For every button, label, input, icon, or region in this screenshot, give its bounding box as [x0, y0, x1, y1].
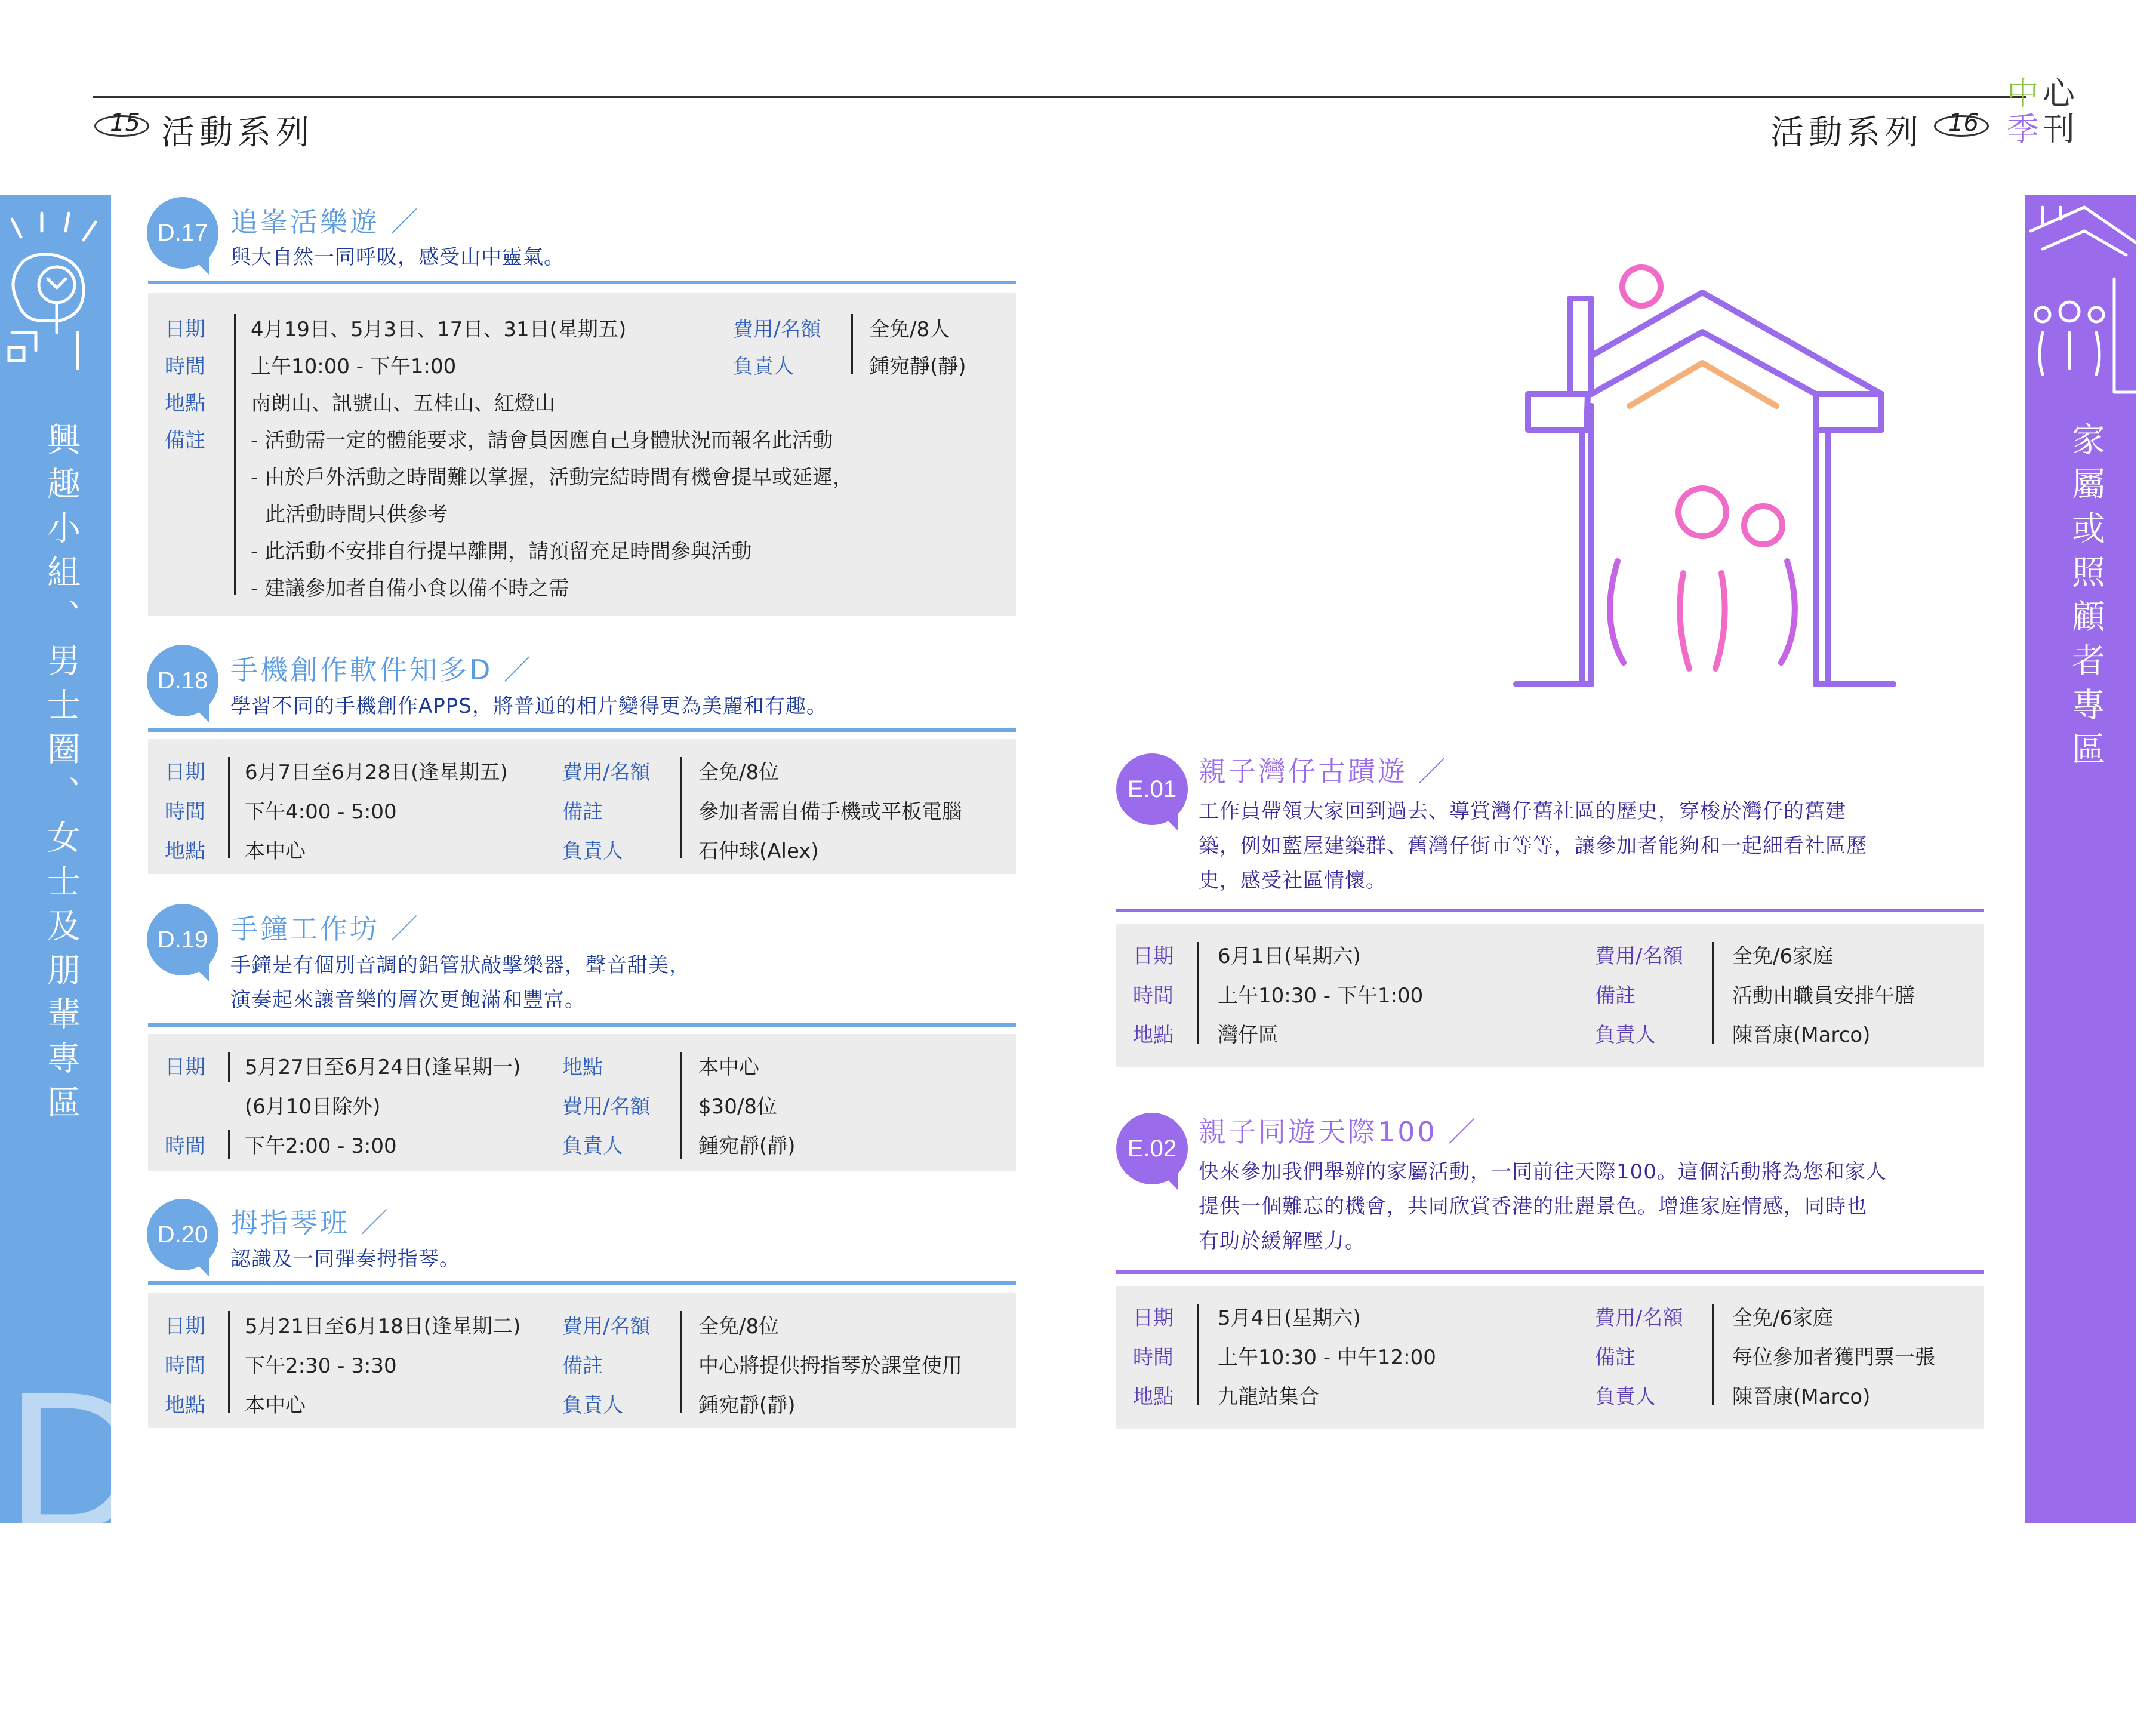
header-rule [93, 96, 2026, 98]
label-remark: 備註 [562, 800, 603, 824]
magazine-logo: 中 心 季 刊 [2007, 75, 2075, 148]
right-page-title: 活動系列 [1770, 113, 1923, 152]
value-fee: 全免/8位 [698, 761, 780, 784]
value-date: 5月4日(星期六) [1218, 1306, 1361, 1330]
label-date: 日期 [165, 318, 205, 341]
divider [228, 1052, 230, 1082]
info-panel-d20 [148, 1293, 1016, 1428]
section-desc-e02-line3: 有助於緩解壓力。 [1199, 1229, 1366, 1253]
value-remark: 中心將提供拇指琴於課堂使用 [698, 1354, 962, 1378]
divider [1712, 1304, 1714, 1405]
house-family-icon [2025, 195, 2136, 386]
sidebar-left-label: 興趣小組、男士圈、女士及朋輩專區 [42, 422, 81, 1129]
value-remark: 活動由職員安排午膳 [1732, 984, 1915, 1008]
label-fee: 費用/名額 [562, 1095, 651, 1119]
divider [228, 1130, 230, 1159]
value-person: 陳晉康(Marco) [1732, 1023, 1871, 1047]
remark-line: - 由於戶外活動之時間難以掌握，活動完結時間有機會提早或延遲， [251, 466, 854, 490]
section-desc-d19-line2: 演奏起來讓音樂的層次更飽滿和豐富。 [230, 988, 586, 1012]
label-remark: 備註 [562, 1354, 603, 1378]
label-person: 負責人 [1595, 1023, 1656, 1047]
divider [680, 757, 682, 858]
section-desc-e02-line2: 提供一個難忘的機會，共同欣賞香港的壯麗景色。增進家庭情感，同時也 [1199, 1195, 1867, 1218]
section-rule-d17 [148, 281, 1016, 284]
divider [228, 757, 230, 858]
remark-line: - 建議參加者自備小食以備不時之需 [251, 577, 569, 601]
section-desc-d18: 學習不同的手機創作APPS，將普通的相片變得更為美麗和有趣。 [230, 694, 827, 718]
divider [1197, 1304, 1199, 1405]
section-badge-d18: D.18 [147, 645, 218, 716]
section-title-d18: 手機創作軟件知多D ／ [230, 654, 534, 686]
section-desc-d20: 認識及一同彈奏拇指琴。 [230, 1247, 460, 1271]
divider [1712, 942, 1714, 1044]
label-person: 負責人 [562, 839, 623, 863]
section-desc-e01-line1: 工作員帶領大家回到過去、導賞灣仔舊社區的歷史，穿梭於灣仔的舊建 [1199, 799, 1846, 823]
label-time: 時間 [165, 1134, 205, 1158]
section-rule-e02 [1116, 1270, 1984, 1274]
right-page-number: 16 [1934, 110, 1994, 140]
section-badge-d17: D.17 [147, 197, 218, 269]
section-desc-d19-line1: 手鐘是有個別音調的鋁管狀敲擊樂器，聲音甜美， [230, 953, 690, 977]
divider [234, 314, 236, 595]
section-title-d20: 拇指琴班 ／ [230, 1207, 390, 1239]
value-place: 本中心 [698, 1055, 759, 1079]
left-page-number: 15 [94, 110, 154, 140]
label-place: 地點 [165, 1393, 205, 1417]
value-date: 6月7日至6月28日(逢星期五) [245, 761, 508, 784]
info-panel-e01 [1116, 924, 1984, 1067]
label-date: 日期 [1133, 1306, 1174, 1330]
section-title-d19: 手鐘工作坊 ／ [230, 913, 420, 945]
sidebar-left-letter: D [6, 1350, 149, 1571]
remark-line: 此活動時間只供參考 [265, 503, 448, 527]
value-person: 鍾宛靜(靜) [698, 1393, 796, 1417]
section-title-e01: 親子灣仔古蹟遊 ／ [1199, 755, 1448, 787]
section-rule-d18 [148, 728, 1016, 732]
value-fee: 全免/6家庭 [1732, 944, 1834, 968]
value-person: 陳晉康(Marco) [1732, 1385, 1871, 1409]
label-place: 地點 [562, 1055, 603, 1079]
section-desc-e02-line1: 快來參加我們舉辦的家屬活動，一同前往天際100。這個活動將為您和家人 [1199, 1160, 1887, 1184]
value-date: 4月19日、5月3日、17日、31日(星期五) [251, 318, 627, 341]
label-time: 時間 [1133, 1346, 1174, 1370]
info-panel-d18 [148, 739, 1016, 874]
label-place: 地點 [165, 392, 205, 416]
section-badge-e02: E.02 [1116, 1113, 1188, 1184]
label-time: 時間 [1133, 984, 1174, 1008]
sidebar-left [0, 195, 149, 1571]
value-date-note: (6月10日除外) [245, 1095, 381, 1119]
section-badge-d20: D.20 [147, 1199, 218, 1270]
value-place: 南朗山、訊號山、五桂山、紅燈山 [251, 392, 555, 416]
info-panel-d17 [148, 293, 1016, 616]
section-rule-d19 [148, 1023, 1016, 1027]
left-page-title: 活動系列 [161, 113, 314, 152]
label-fee: 費用/名額 [733, 318, 821, 341]
label-place: 地點 [1133, 1385, 1174, 1409]
value-place: 灣仔區 [1218, 1023, 1279, 1047]
value-date: 5月21日至6月18日(逢星期二) [245, 1315, 521, 1338]
remark-line: - 此活動不安排自行提早離開，請預留充足時間參與活動 [251, 540, 752, 564]
info-panel-e02 [1116, 1286, 1984, 1429]
label-fee: 費用/名額 [562, 1315, 651, 1338]
label-person: 負責人 [1595, 1385, 1656, 1409]
label-fee: 費用/名額 [1595, 944, 1683, 968]
value-remark: 參加者需自備手機或平板電腦 [698, 800, 962, 824]
brain-bulb-icon [0, 195, 111, 386]
section-title-e02: 親子同遊天際100 ／ [1199, 1116, 1478, 1148]
label-fee: 費用/名額 [1595, 1306, 1683, 1330]
value-place: 本中心 [245, 839, 306, 863]
house-family-illustration [1510, 287, 1904, 693]
label-date: 日期 [165, 761, 205, 784]
sidebar-right-label: 家屬或照顧者專區 [2066, 422, 2105, 776]
divider [680, 1311, 682, 1413]
label-remark: 備註 [1595, 984, 1636, 1008]
value-time: 下午4:00 - 5:00 [245, 800, 397, 824]
label-time: 時間 [165, 355, 205, 378]
value-time: 上午10:30 - 下午1:00 [1218, 984, 1424, 1008]
label-person: 負責人 [562, 1134, 623, 1158]
value-date: 6月1日(星期六) [1218, 944, 1361, 968]
label-place: 地點 [1133, 1023, 1174, 1047]
value-date: 5月27日至6月24日(逢星期一) [245, 1055, 521, 1079]
label-date: 日期 [165, 1315, 205, 1338]
label-remark: 備註 [165, 429, 205, 453]
divider [680, 1052, 682, 1159]
value-person: 石仲球(Alex) [698, 839, 819, 863]
value-time: 下午2:30 - 3:30 [245, 1354, 397, 1378]
value-remark: 每位參加者獲門票一張 [1732, 1346, 1935, 1370]
label-remark: 備註 [1595, 1346, 1636, 1370]
label-person: 負責人 [733, 355, 794, 378]
value-person: 鍾宛靜(靜) [698, 1134, 796, 1158]
label-date: 日期 [165, 1055, 205, 1079]
value-place: 本中心 [245, 1393, 306, 1417]
remark-line: - 活動需一定的體能要求，請會員因應自己身體狀況而報名此活動 [251, 429, 833, 453]
info-panel-d19 [148, 1034, 1016, 1171]
value-fee: 全免/8位 [698, 1315, 780, 1338]
sidebar-right-letter: E [2025, 1491, 2156, 1711]
section-desc-e01-line3: 史，感受社區情懷。 [1199, 869, 1387, 893]
value-time: 上午10:30 - 中午12:00 [1218, 1346, 1436, 1370]
value-place: 九龍站集合 [1218, 1385, 1319, 1409]
section-rule-d20 [148, 1281, 1016, 1285]
section-title-d17: 追峯活樂遊 ／ [230, 206, 420, 238]
value-fee: 全免/6家庭 [1732, 1306, 1834, 1330]
sidebar-right [2025, 195, 2156, 1711]
label-date: 日期 [1133, 944, 1174, 968]
section-rule-e01 [1116, 909, 1984, 912]
value-time: 下午2:00 - 3:00 [245, 1134, 397, 1158]
divider [1197, 942, 1199, 1044]
section-badge-e01: E.01 [1116, 753, 1188, 825]
section-desc-e01-line2: 築，例如藍屋建築群、舊灣仔街市等等，讓參加者能夠和一起細看社區歷 [1199, 834, 1867, 858]
label-place: 地點 [165, 839, 205, 863]
divider [228, 1311, 230, 1413]
label-time: 時間 [165, 1354, 205, 1378]
value-fee: $30/8位 [698, 1095, 777, 1119]
value-person: 鍾宛靜(靜) [869, 355, 966, 378]
value-fee: 全免/8人 [869, 318, 950, 341]
label-fee: 費用/名額 [562, 761, 651, 784]
label-person: 負責人 [562, 1393, 623, 1417]
divider [851, 314, 853, 374]
value-time: 上午10:00 - 下午1:00 [251, 355, 457, 378]
label-time: 時間 [165, 800, 205, 824]
section-badge-d19: D.19 [147, 904, 218, 975]
section-desc-d17: 與大自然一同呼吸，感受山中靈氣。 [230, 245, 565, 269]
